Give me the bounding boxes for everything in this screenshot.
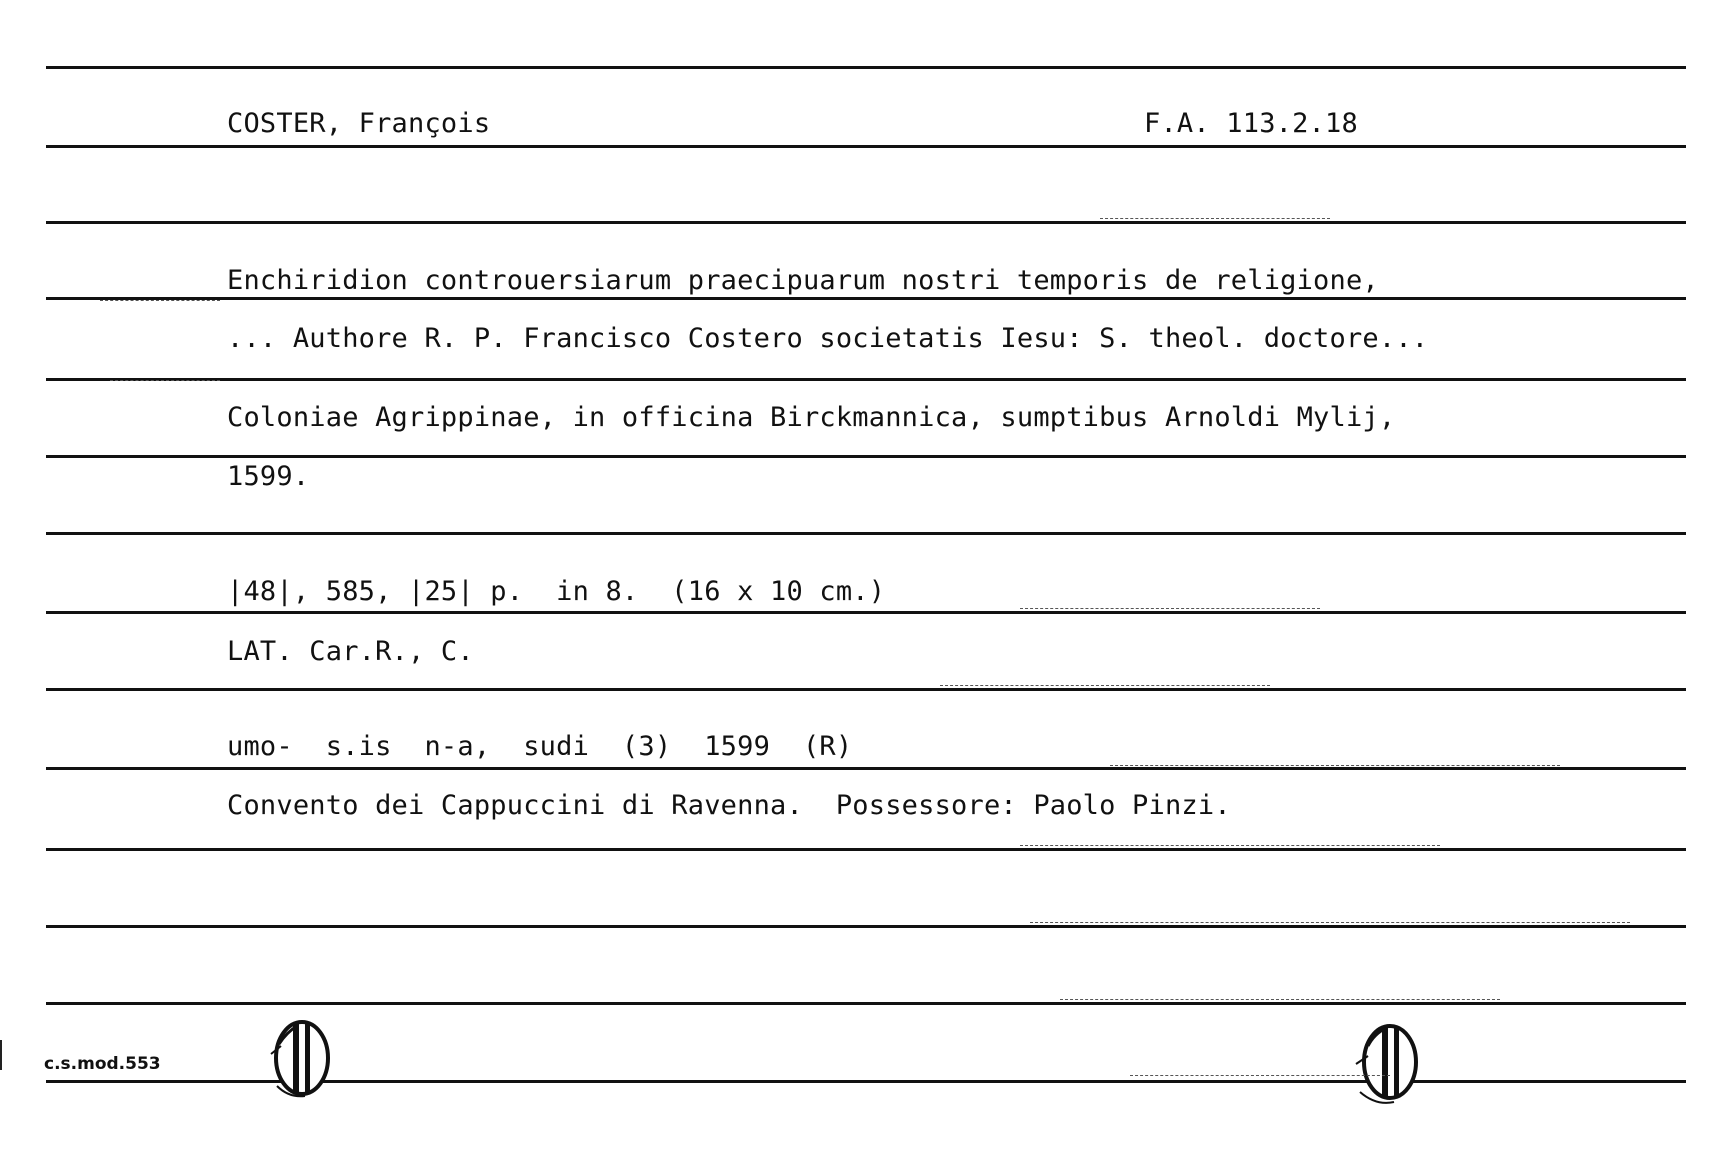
card-rule (46, 145, 1686, 148)
card-rule (46, 925, 1686, 928)
author-heading: COSTER, François (227, 108, 491, 139)
scan-speck (110, 380, 220, 382)
scan-speck (1030, 922, 1630, 924)
scan-speck (1060, 999, 1500, 1001)
binder-hole-right-icon (1350, 1018, 1420, 1108)
scan-speck (1100, 218, 1330, 220)
imprint-line-2: 1599. (227, 461, 310, 492)
imprint-line-1: Coloniae Agrippinae, in officina Birckmannica, sumptibus Arnoldi Mylij, (227, 402, 1396, 433)
card-rule (46, 532, 1686, 535)
card-rule (46, 378, 1686, 381)
card-rule (46, 221, 1686, 224)
collation: |48|, 585, |25| p. in 8. (16 x 10 cm.) (227, 576, 886, 607)
card-rule (46, 848, 1686, 851)
scan-speck (940, 685, 1270, 687)
card-rule (46, 66, 1686, 69)
scan-speck (1130, 1075, 1390, 1077)
card-rule (46, 297, 1686, 300)
card-edge (0, 1040, 2, 1070)
card-rule (46, 455, 1686, 458)
language-note: LAT. Car.R., C. (227, 636, 474, 667)
provenance-note: Convento dei Cappuccini di Ravenna. Possessore: Paolo Pinzi. (227, 790, 1231, 821)
card-rule (46, 1002, 1686, 1005)
card-rule (46, 688, 1686, 691)
scan-speck (1110, 765, 1560, 767)
shelfmark: F.A. 113.2.18 (1144, 108, 1358, 139)
scan-speck (1020, 845, 1440, 847)
card-rule (46, 767, 1686, 770)
fingerprint: umo- s.is n-a, sudi (3) 1599 (R) (227, 731, 853, 762)
scan-speck (1020, 608, 1320, 610)
form-code: c.s.mod.553 (44, 1054, 161, 1074)
binder-hole-left-icon (265, 1014, 335, 1104)
title-line-2: ... Authore R. P. Francisco Costero societatis Iesu: S. theol. doctore... (227, 323, 1429, 354)
card-rule (46, 611, 1686, 614)
scan-speck (100, 300, 220, 302)
title-line-1: Enchiridion controuersiarum praecipuarum nostri temporis de religione, (227, 265, 1379, 296)
